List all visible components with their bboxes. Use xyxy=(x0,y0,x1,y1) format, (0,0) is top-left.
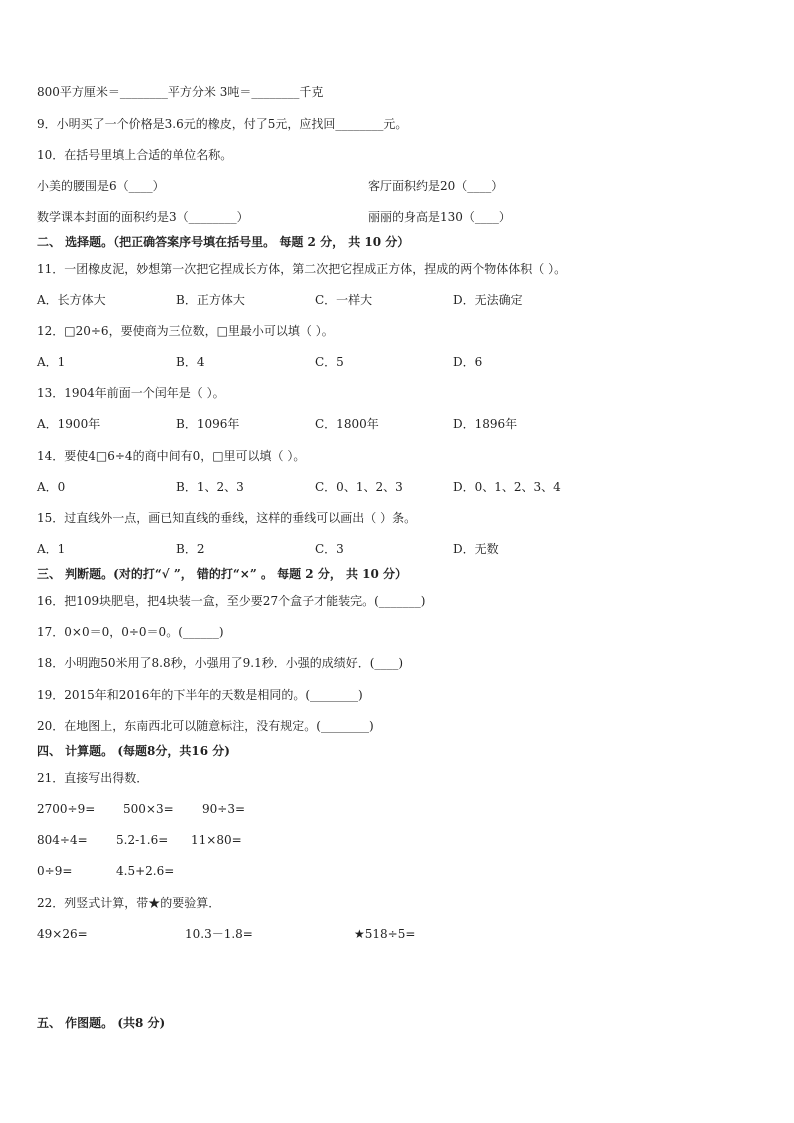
calc-item: 500×3= xyxy=(123,802,174,816)
question-14: 14．要使4□6÷4的商中间有0，□里可以填（ ）。 xyxy=(37,449,306,463)
q12-option-d[interactable]: D．6 xyxy=(453,355,483,369)
question-10b: 客厅面积约是20（____） xyxy=(368,179,504,193)
question-21: 21．直接写出得数． xyxy=(37,771,149,785)
question-10c: 数学课本封面的面积约是3（________） xyxy=(37,210,249,224)
q13-option-a[interactable]: A．1900年 xyxy=(37,417,101,431)
section-2-heading: 二、 选择题。（把正确答案序号填在括号里。 每题 2 分， 共 10 分） xyxy=(37,235,410,249)
section-4-heading: 四、 计算题。 (每题8分，共16 分) xyxy=(37,744,230,758)
question-12: 12．□20÷6，要使商为三位数，□里最小可以填（ ）。 xyxy=(37,324,334,338)
calc-item: 4.5+2.6= xyxy=(116,864,175,878)
calc-item: 90÷3= xyxy=(202,802,246,816)
question-16: 16．把109块肥皂，把4块装一盒，至少要27个盒子才能装完。(_______) xyxy=(37,594,426,608)
question-18: 18．小明跑50米用了8.8秒，小强用了9.1秒．小强的成绩好．(____) xyxy=(37,656,404,670)
q15-option-c[interactable]: C．3 xyxy=(315,542,344,556)
q11-option-d[interactable]: D．无法确定 xyxy=(453,293,523,307)
calc-item: 11×80= xyxy=(191,833,242,847)
q12-option-a[interactable]: A．1 xyxy=(37,355,66,369)
q13-option-d[interactable]: D．1896年 xyxy=(453,417,518,431)
q15-option-a[interactable]: A．1 xyxy=(37,542,66,556)
q11-option-a[interactable]: A．长方体大 xyxy=(37,293,106,307)
question-10: 10．在括号里填上合适的单位名称。 xyxy=(37,148,233,162)
q15-option-b[interactable]: B．2 xyxy=(176,542,205,556)
q12-option-c[interactable]: C．5 xyxy=(315,355,344,369)
question-13: 13．1904年前面一个闰年是（ ）。 xyxy=(37,386,225,400)
calc-item: 0÷9= xyxy=(37,864,73,878)
question-15: 15．过直线外一点，画已知直线的垂线，这样的垂线可以画出（ ）条。 xyxy=(37,511,417,525)
calc-item: 804÷4= xyxy=(37,833,88,847)
q11-option-b[interactable]: B．正方体大 xyxy=(176,293,245,307)
calc-item: 2700÷9= xyxy=(37,802,96,816)
q14-option-d[interactable]: D．0、1、2、3、4 xyxy=(453,480,561,494)
q14-option-c[interactable]: C．0、1、2、3 xyxy=(315,480,403,494)
question-10d: 丽丽的身高是130（____） xyxy=(368,210,511,224)
q13-option-c[interactable]: C．1800年 xyxy=(315,417,379,431)
line-unit-conversion xyxy=(37,84,323,100)
calc-item: ★518÷5= xyxy=(354,927,416,941)
section-5-heading: 五、 作图题。 (共8 分) xyxy=(37,1016,166,1030)
question-19: 19．2015年和2016年的下半年的天数是相同的。(________) xyxy=(37,688,363,702)
q12-option-b[interactable]: B．4 xyxy=(176,355,205,369)
q13-option-b[interactable]: B．1096年 xyxy=(176,417,240,431)
question-20: 20．在地图上，东南西北可以随意标注，没有规定。(________) xyxy=(37,719,374,733)
calc-item: 5.2-1.6= xyxy=(116,833,169,847)
q14-option-b[interactable]: B．1、2、3 xyxy=(176,480,244,494)
q15-option-d[interactable]: D．无数 xyxy=(453,542,499,556)
question-10a: 小美的腰围是6（____） xyxy=(37,179,165,193)
q14-option-a[interactable]: A．0 xyxy=(37,480,66,494)
question-22: 22．列竖式计算，带★的要验算． xyxy=(37,896,221,910)
section-3-heading: 三、 判断题。(对的打“√ ”， 错的打“×” 。 每题 2 分， 共 10 分） xyxy=(37,567,408,581)
calc-item: 10.3－1.8= xyxy=(185,927,253,941)
q8-text: 800平方厘米＝________平方分米 3吨＝________千克 xyxy=(37,85,324,99)
question-9: 9．小明买了一个价格是3.6元的橡皮，付了5元，应找回________元。 xyxy=(37,117,408,131)
question-17: 17．0×0＝0，0÷0＝0。(______) xyxy=(37,625,224,639)
calc-item: 49×26= xyxy=(37,927,88,941)
q11-option-c[interactable]: C．一样大 xyxy=(315,293,373,307)
question-11: 11．一团橡皮泥，妙想第一次把它捏成长方体，第二次把它捏成正方体，捏成的两个物体体积（ ）。 xyxy=(37,262,567,276)
